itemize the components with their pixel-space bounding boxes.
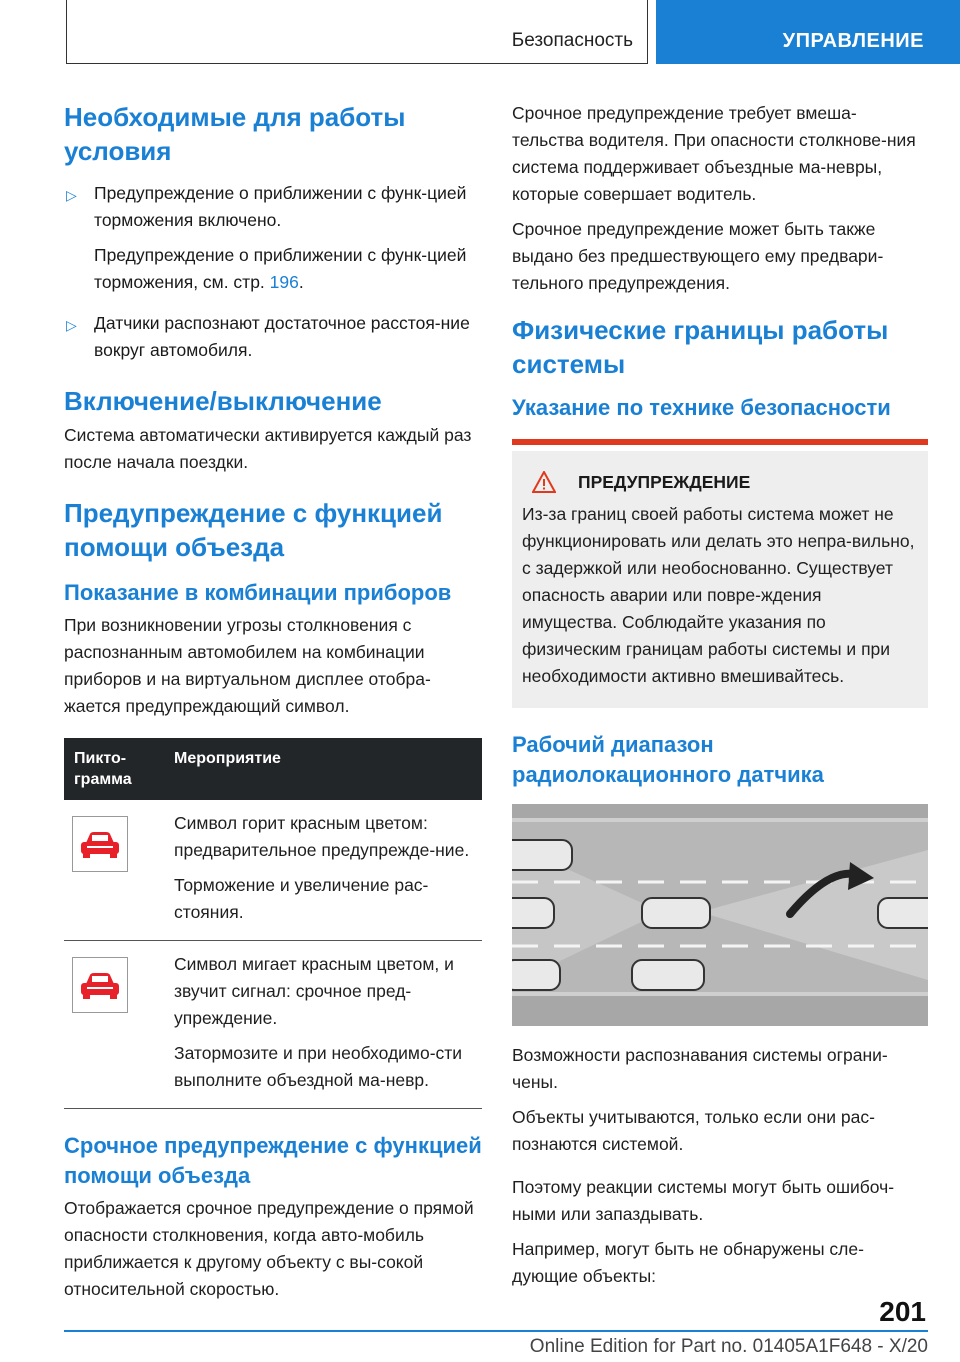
bullet-text: Датчики распознают достаточное расстоя-ние вокруг автомобиля. — [94, 313, 470, 360]
edition-footer: Online Edition for Part no. 01405A1F648 - X/20 — [529, 1336, 928, 1357]
paragraph-recognition-limits: Возможности распознавания системы ограни-чены. — [512, 1045, 888, 1092]
heading-conditions: Необходимые для работы условия — [64, 102, 406, 166]
bullet-text: Предупреждение о приближении с функ-цией торможения включено. — [94, 183, 467, 230]
table-header — [64, 738, 482, 800]
heading-on-off: Включение/выключение — [64, 386, 382, 416]
warning-title: ПРЕДУПРЕЖДЕНИЕ — [578, 471, 751, 492]
paragraph-intervention: Срочное предупреждение требует вмеша-тельства водителя. При опасности столкнове-ния система поддерживает объездные ма-невры, которые совершает водитель. — [512, 103, 916, 204]
warning-bar — [512, 439, 928, 445]
heading-urgent-warning: Срочное предупреждение с функцией помощи объезда — [64, 1133, 482, 1188]
section-title: Безопасность — [511, 30, 633, 51]
header-chapter-tab — [656, 0, 960, 64]
row-text-1: Символ мигает красным цветом, и звучит сигнал: срочное пред-упреждение. — [174, 954, 454, 1028]
column-header-action: Мероприятие — [174, 750, 281, 767]
paragraph-objects-considered: Объекты учитываются, только если они рас-познаются системой. — [512, 1107, 875, 1154]
paragraph-example: Например, могут быть не обнаружены сле-дующие объекты: — [512, 1239, 864, 1286]
heading-safety-note: Указание по технике безопасности — [512, 395, 891, 420]
warning-box — [512, 451, 928, 708]
warning-text: Из-за границ своей работы система может не функционировать или делать это непра-вильно, с задержкой или необоснованно. Существует опасность аварии или повре-ждения имущества. Соблюдайте указания по физическим границам работы системы и при необходимости активно вмешивайтесь. — [522, 504, 915, 686]
paragraph-no-prewarning: Срочное предупреждение может быть также выдано без предшествующего ему предвари-тельного предупреждения. — [512, 219, 884, 293]
right-column — [512, 100, 928, 1290]
column-header-pictogram: Пикто-грамма — [74, 750, 132, 788]
triangle-bullet-icon: ▷ — [66, 317, 77, 333]
red-car-warning-icon — [72, 816, 128, 872]
row-text-2: Торможение и увеличение рас-стояния. — [174, 875, 429, 922]
triangle-bullet-icon: ▷ — [66, 187, 77, 203]
heading-physical-limits: Физические границы работы системы — [512, 315, 889, 379]
paragraph-cluster: При возникновении угрозы столкновения с распознанным автомобилем на комбинации приборов и на виртуальном дисплее отобра-жается предупреждающий символ. — [64, 615, 431, 716]
bullet-subtext: Предупреждение о приближении с функ-цией торможения, см. стр. 196. — [94, 245, 467, 292]
road-diagram-image — [512, 804, 928, 1026]
row-text-2: Затормозите и при необходимо-сти выполните объездной ма-невр. — [174, 1043, 463, 1090]
footer-rule — [64, 1330, 928, 1332]
heading-cluster-display: Показание в комбинации приборов — [64, 580, 452, 605]
paragraph-on-off: Система автоматически активируется каждый раз после начала поездки. — [64, 425, 472, 472]
table-row — [64, 941, 482, 1109]
row-text-1: Символ горит красным цветом: предварительное предупрежде-ние. — [174, 813, 470, 860]
pictogram-table — [64, 738, 482, 1109]
page-link[interactable]: 196 — [269, 272, 299, 292]
left-column — [64, 100, 482, 1303]
chapter-title: УПРАВЛЕНИЕ — [782, 30, 924, 52]
warning-triangle-icon — [532, 471, 556, 493]
heading-warning-function: Предупреждение с функцией помощи объезда — [64, 498, 443, 562]
paragraph-reactions: Поэтому реакции системы могут быть ошибоч-ными или запаздывать. — [512, 1177, 895, 1224]
header-section-tab — [66, 0, 648, 64]
heading-radar-range: Рабочий диапазон радиолокационного датчика — [512, 732, 824, 787]
bullet-item — [64, 310, 482, 364]
bullet-item — [64, 180, 482, 234]
radar-range-illustration — [512, 804, 928, 1026]
paragraph-urgent: Отображается срочное предупреждение о прямой опасности столкновения, когда авто-мобиль приближается к другому объекту с вы-сокой относительной скоростью. — [64, 1198, 474, 1299]
red-car-warning-icon — [72, 957, 128, 1013]
page-number: 201 — [879, 1296, 926, 1327]
table-row — [64, 800, 482, 941]
